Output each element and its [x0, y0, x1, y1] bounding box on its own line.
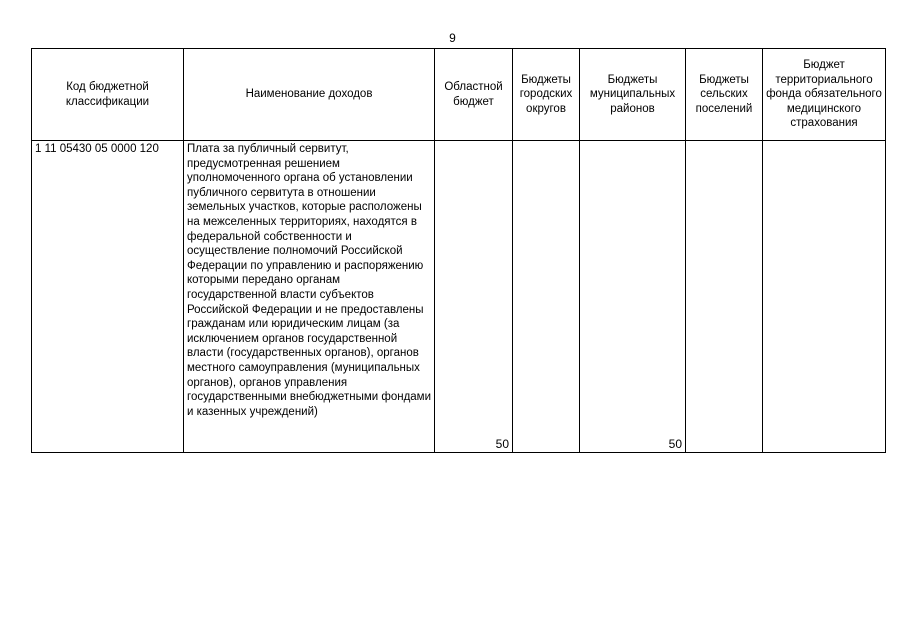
budget-revenue-table: [31, 48, 886, 453]
cell-regional-budget: 50: [435, 141, 513, 453]
header-health-insurance-fund-budget: Бюджет территориального фонда обязательного медицинского страхования: [763, 49, 886, 141]
cell-budget-code: 1 11 05430 05 0000 120: [32, 141, 184, 453]
header-budget-code: Код бюджетной классификации: [32, 49, 184, 141]
table-row: [32, 141, 886, 453]
table-header-row: [32, 49, 886, 141]
cell-rural-settlements-budgets: [686, 141, 763, 453]
header-revenue-name: Наименование доходов: [184, 49, 435, 141]
page-number: 9: [449, 31, 456, 45]
header-regional-budget: Областной бюджет: [435, 49, 513, 141]
header-rural-settlements-budgets: Бюджеты сельских поселений: [686, 49, 763, 141]
cell-revenue-name: Плата за публичный сервитут, предусмотренная решением уполномоченного органа об установлении публичного сервитута в отношении земельных участков, которые расположены на межселенных территориях, находятся в федеральной собственности и осуществление полномочий Российской Федерации по управлению и распоряжению которыми передано органам государственной власти субъектов Российской Федерации и не предоставлены гражданам или юридическим лицам (за исключением органов государственной власти (государственных органов), органов местного самоуправления (муниципальных органов), органов управления государственными внебюджетными фондами и казенных учреждений): [184, 141, 435, 453]
header-municipal-districts-budgets: Бюджеты муниципальных районов: [580, 49, 686, 141]
cell-city-districts-budgets: [513, 141, 580, 453]
cell-municipal-districts-budgets: 50: [580, 141, 686, 453]
header-city-districts-budgets: Бюджеты городских округов: [513, 49, 580, 141]
cell-health-insurance-fund-budget: [763, 141, 886, 453]
